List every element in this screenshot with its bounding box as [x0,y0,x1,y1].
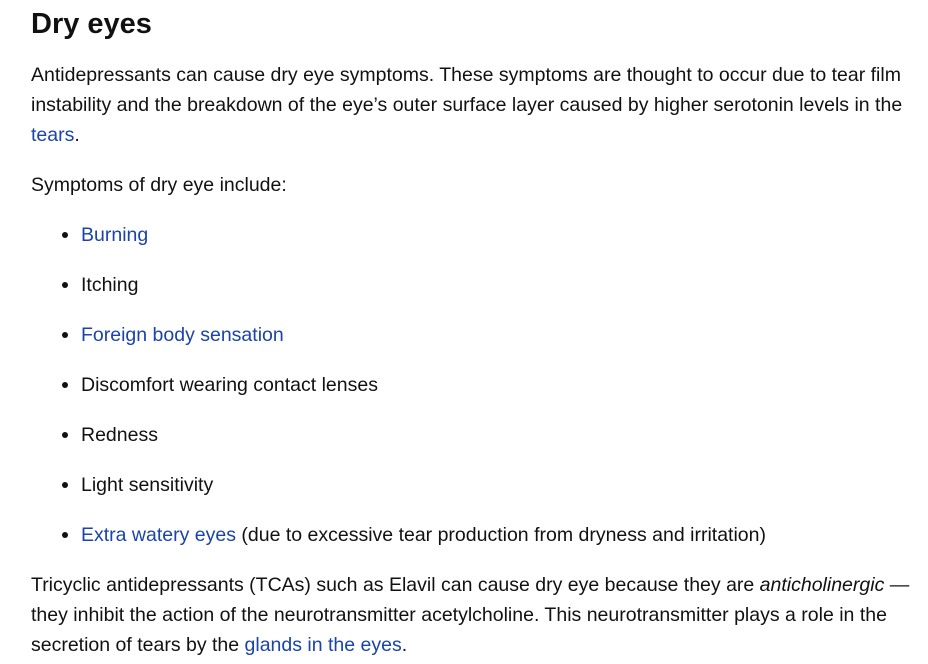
anticholinergic-term: anticholinergic [759,574,885,596]
outro-text: Tricyclic antidepressants (TCAs) such as Elavil can cause dry eye because they are [31,574,760,596]
bullet-icon [62,432,68,438]
intro-text: Antidepressants can cause dry eye symptoms. These symptoms are thought to occur due to tear film instability and the breakdown of the eye’s outer surface layer caused by higher serotonin levels in the [31,64,903,116]
tears-link[interactable]: tears [31,124,75,146]
glands-in-the-eyes-link[interactable]: glands in the eyes [244,634,402,656]
list-intro: Symptoms of dry eye include: [31,174,287,196]
list-item-text: (due to excessive tear production from dryness and irritation) [235,524,766,546]
list-item-contact-lenses [31,370,914,400]
list-item-foreign-body [31,320,914,350]
symptoms-list [31,220,914,550]
bullet-icon [62,482,68,488]
intro-paragraph [31,60,914,150]
outro-paragraph [31,570,914,660]
foreign-body-sensation-link[interactable]: Foreign body sensation [81,324,284,346]
list-item-burning [31,220,914,250]
outro-text-end: . [401,634,408,656]
intro-text-end: . [74,124,80,146]
bullet-icon [62,332,68,338]
list-item-redness [31,420,914,450]
extra-watery-eyes-link[interactable]: Extra watery eyes [81,524,236,546]
list-item-watery-eyes [31,520,914,550]
bullet-icon [62,382,68,388]
outro-text-middle: — they inhibit the action of the neurotransmitter acetylcholine. This neurotransmitter plays a role in the secretion of tears by the [31,574,910,656]
list-item-itching [31,270,914,300]
list-item-text: Redness [81,424,158,446]
bullet-icon [62,232,68,238]
section-heading: Dry eyes [31,8,152,40]
list-item-text: Light sensitivity [81,474,214,496]
bullet-icon [62,532,68,538]
list-item-text: Discomfort wearing contact lenses [81,374,378,396]
list-item-light-sensitivity [31,470,914,500]
list-item-text: Itching [81,274,139,296]
burning-link[interactable]: Burning [81,224,149,246]
bullet-icon [62,282,68,288]
